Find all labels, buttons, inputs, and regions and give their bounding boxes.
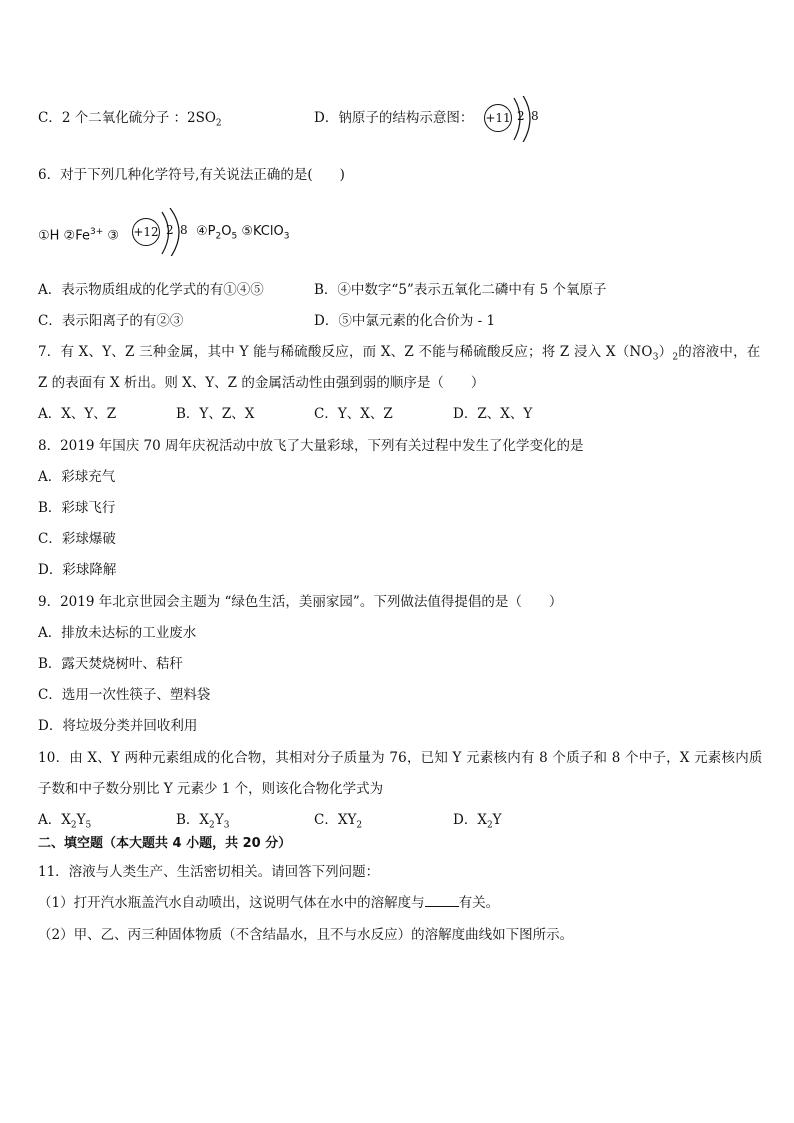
q8-option-c: C．彩球爆破 xyxy=(38,531,116,547)
magnesium-nucleus: +12 xyxy=(132,218,160,246)
sodium-shell-1-electrons: 2 xyxy=(517,109,525,123)
q11-part2: （2）甲、乙、丙三种固体物质（不含结晶水，且不与水反应）的溶解度曲线如下图所示。 xyxy=(38,927,574,943)
q8-option-d: D．彩球降解 xyxy=(38,562,117,578)
q9-option-c: C．选用一次性筷子、塑料袋 xyxy=(38,687,211,703)
q6-option-c: C．表示阳离子的有②③ xyxy=(38,313,184,329)
q6-symbols: ①H $②Fe^{3+}$ ③ xyxy=(38,227,120,244)
q8-stem: 8．2019 年国庆 70 周年庆祝活动中放飞了大量彩球，下列有关过程中发生了化学变化的是 xyxy=(38,438,584,454)
q10-option-d: D．$X_2Y$ xyxy=(453,812,502,831)
magnesium-atom-diagram xyxy=(132,208,194,256)
q9-stem: 9．2019 年北京世园会主题为 “绿色生活，美丽家园”。下列做法值得提倡的是（ ） xyxy=(38,594,563,610)
sodium-atom-diagram xyxy=(484,96,544,142)
q6-option-b: B．④中数字“5”表示五氧化二磷中有 5 个氧原子 xyxy=(314,282,607,298)
q6-symbols-continued: $④P_2O_5$ ⑤KClO$_3$ xyxy=(196,224,290,242)
q7-option-a: A．X、Y、Z xyxy=(38,406,117,422)
q8-option-a: A．彩球充气 xyxy=(38,469,116,485)
q7-option-b: B．Y、Z、X xyxy=(176,406,255,422)
sodium-nucleus: +11 xyxy=(484,104,512,132)
q10-option-a: A．$X_2Y_5$ xyxy=(38,812,92,831)
q6-option-a: A．表示物质组成的化学式的有①④⑤ xyxy=(38,282,264,298)
q5-option-d: D．钠原子的结构示意图： xyxy=(314,110,474,126)
q8-option-b: B．彩球飞行 xyxy=(38,500,116,516)
q6-stem: 6．对于下列几种化学符号,有关说法正确的是( ) xyxy=(38,167,345,183)
q10-option-b: B．$X_2Y_3$ xyxy=(176,812,230,831)
q7-stem-line2: Z 的表面有 X 析出。则 X、Y、Z 的金属活动性由强到弱的顺序是（ ） xyxy=(38,375,485,391)
section-heading: 二、填空题（本大题共 4 小题，共 20 分） xyxy=(38,836,292,851)
q9-option-d: D．将垃圾分类并回收利用 xyxy=(38,718,198,734)
q7-stem-line1: 7．有 X、Y、Z 三种金属，其中 Y 能与稀硫酸反应，而 X、Z 不能与稀硫酸反应；将 Z 浸入 $X(NO_3)_2$的溶液中，在 xyxy=(38,344,761,363)
answer-blank xyxy=(425,893,459,907)
magnesium-shell-1-electrons: 2 xyxy=(166,223,174,237)
sodium-shell-arcs xyxy=(484,96,544,142)
magnesium-shell-arcs xyxy=(132,208,194,256)
q10-option-c: C．$XY_2$ xyxy=(314,812,363,831)
q9-option-b: B．露天焚烧树叶、秸秆 xyxy=(38,656,183,672)
q11-part1: （1）打开汽水瓶盖汽水自动喷出，这说明气体在水中的溶解度与 有关。 xyxy=(38,895,500,911)
q6-option-d: D．⑤中氯元素的化合价为 - 1 xyxy=(314,313,496,329)
q10-stem-line1: 10．由 X、Y 两种元素组成的化合物，其相对分子质量为 76，已知 Y 元素核内有 8 个质子和 8 个中子，X 元素核内质 xyxy=(38,750,763,766)
sodium-shell-2-electrons: 8 xyxy=(531,109,539,123)
q7-option-d: D．Z、X、Y xyxy=(453,406,533,422)
q5-option-c: C．2 个二氧化硫分子 ：$2SO_2$ xyxy=(38,110,222,129)
q11-stem: 11．溶液与人类生产、生活密切相关。请回答下列问题： xyxy=(38,864,380,880)
q10-stem-line2: 子数和中子数分别比 Y 元素少 1 个，则该化合物化学式为 xyxy=(38,781,384,797)
q7-option-c: C．Y、X、Z xyxy=(314,406,393,422)
q9-option-a: A．排放未达标的工业废水 xyxy=(38,625,197,641)
magnesium-shell-2-electrons: 8 xyxy=(180,223,188,237)
